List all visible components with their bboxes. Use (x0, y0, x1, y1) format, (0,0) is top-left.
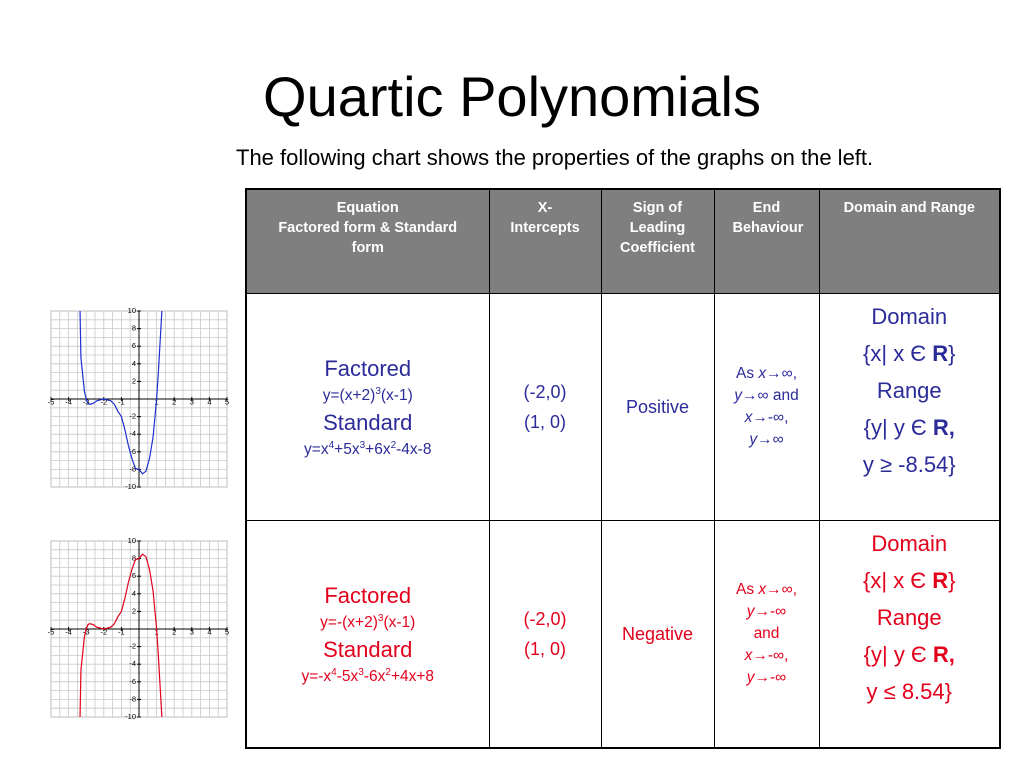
x-tick-label: 2 (172, 627, 177, 637)
y-tick-label: 2 (131, 606, 136, 616)
y-tick-label: 10 (127, 538, 136, 545)
header-sign: Sign of Leading Coefficient (601, 189, 714, 294)
table-row (246, 294, 1000, 521)
x-tick-label: 4 (207, 627, 212, 637)
y-tick-label: -6 (129, 676, 136, 686)
x-tick-label: -3 (82, 627, 90, 637)
x-intercepts-cell: (-2,0) (1, 0) (489, 294, 601, 521)
y-tick-label: -8 (129, 694, 136, 704)
end-behaviour-cell: As x→∞, y→∞ and x→-∞, y→∞ (714, 294, 819, 521)
x-tick-label: -5 (48, 397, 55, 407)
table-header-row (246, 189, 1000, 294)
x-tick-label: 2 (172, 397, 177, 407)
header-domain-range: Domain and Range (819, 189, 1000, 294)
y-tick-label: -8 (129, 464, 136, 474)
domain-range-cell: Domain {x| x Є R} Range {y| y Є R, y ≥ -8.54} (819, 294, 1000, 521)
y-tick-label: 4 (131, 588, 136, 598)
x-intercepts-cell: (-2,0) (1, 0) (489, 521, 601, 748)
x-tick-label: 4 (207, 397, 212, 407)
x-tick-label: -2 (100, 397, 108, 407)
y-tick-label: -4 (129, 429, 136, 439)
header-end-behaviour: End Behaviour (714, 189, 819, 294)
equation-cell: Factored $y=(x+2)^3(x-1)$ Standard $y=x^4+5x^3+6x^2-4x-8$ (246, 294, 489, 521)
y-tick-label: 4 (131, 358, 136, 368)
domain-range-cell: Domain {x| x Є R} Range {y| y Є R, y ≤ 8.54} (819, 521, 1000, 748)
y-tick-label: 6 (131, 341, 136, 351)
x-tick-label: -1 (118, 627, 125, 637)
sign-cell: Negative (601, 521, 714, 748)
y-tick-label: 8 (131, 553, 136, 563)
sign-cell: Positive (601, 294, 714, 521)
properties-table (245, 188, 1001, 749)
x-tick-label: 5 (224, 627, 230, 637)
x-tick-label: -3 (82, 397, 90, 407)
x-tick-label: -4 (65, 397, 72, 407)
x-tick-label: 3 (189, 627, 194, 637)
end-behaviour-cell: As x→∞, y→-∞ and x→-∞, y→-∞ (714, 521, 819, 748)
equation-cell: Factored $y=-(x+2)^3(x-1)$ Standard $y=-x^4-5x^3-6x^2+4x+8$ (246, 521, 489, 748)
page-subtitle: The following chart shows the properties of the graphs on the left. (236, 145, 874, 170)
x-tick-label: 1 (154, 627, 159, 637)
y-tick-label: 10 (127, 308, 136, 315)
x-tick-label: -1 (118, 397, 125, 407)
header-x-intercepts: X-Intercepts (489, 189, 601, 294)
x-tick-label: -5 (48, 627, 55, 637)
page-title: Quartic Polynomials (263, 65, 761, 128)
x-tick-label: -4 (65, 627, 72, 637)
y-tick-label: -4 (129, 659, 136, 669)
header-equation: Equation Factored form & Standard form (246, 189, 489, 294)
y-tick-label: 2 (131, 376, 136, 386)
y-tick-label: -10 (125, 711, 136, 720)
y-tick-label: -10 (125, 481, 136, 490)
y-tick-label: -2 (129, 411, 136, 421)
y-tick-label: -2 (129, 641, 136, 651)
y-tick-label: 8 (131, 323, 136, 333)
x-tick-label: 5 (224, 397, 230, 407)
x-tick-label: 3 (189, 397, 194, 407)
table-row (246, 521, 1000, 748)
graph-negative-quartic (48, 538, 230, 720)
x-tick-label: -2 (100, 627, 108, 637)
y-tick-label: -6 (129, 446, 136, 456)
y-tick-label: 6 (131, 571, 136, 581)
x-tick-label: 1 (154, 397, 159, 407)
graph-positive-quartic (48, 308, 230, 490)
